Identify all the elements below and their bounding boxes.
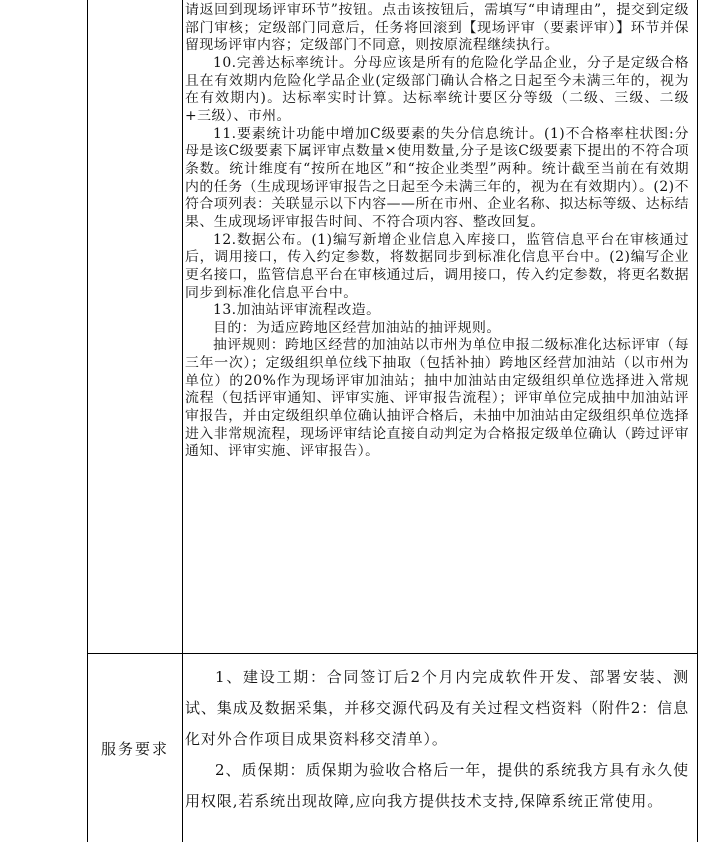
requirements-content-cell bbox=[182, 0, 692, 653]
paragraph-item-11: 11.要素统计功能中增加C级要素的失分信息统计。(1)不合格率柱状图:分母是该C级要素下属评审点数量×使用数量,分子是该C级要素下提出的不符合项条数。统计维度有“按所在地区”和“按企业类型”两种。统计截至当前在有效期内的任务（生成现场评审报告之日起至今未满三年的，视为在有效期内）。(2)不符合项列表：关联显示以下内容——所在市州、企业名称、拟达标等级、达标结果、生成现场评审报告时间、不符合项内容、整改回复。 bbox=[185, 125, 689, 230]
paragraph-item-10: 10.完善达标率统计。分母应该是所有的危险化学品企业，分子是定级合格且在有效期内危险化学品企业(定级部门确认合格之日起至今未满三年的，视为在有效期内)。达标率实时计算。达标率统计要区分等级（二级、三级、二级+三级）、市州。 bbox=[185, 54, 689, 124]
paragraph-item-13: 13.加油站评审流程改造。 bbox=[213, 302, 381, 319]
paragraph-sampling-rules: 抽评规则：跨地区经营的加油站以市州为单位申报二级标准化达标评审（每三年一次）；定级组织单位线下抽取（包括补抽）跨地区经营加油站（以市州为单位）的20%作为现场评审加油站；抽中加油站由定级组织单位选择进入常规流程（包括评审通知、评审实施、评审报告流程）；评审单位完成抽中加油站评审报告，并由定级组织单位确认抽评合格后，未抽中加油站由定级组织单位选择进入非常规流程，现场评审结论直接自动判定为合格报定级单位确认（跨过评审通知、评审实施、评审报告）。 bbox=[185, 337, 689, 460]
paragraph-construction-period: 1、建设工期：合同签订后2个月内完成软件开发、部署安装、测试、集成及数据采集，并移交源代码及有关过程文档资料（附件2：信息化对外合作项目成果资料移交清单）。 bbox=[185, 668, 689, 748]
table-border-right bbox=[697, 0, 698, 842]
paragraph-rollback-continued: 请返回到现场评审环节”按钮。点击该按钮后，需填写“申请理由”，提交到定级部门审核；定级部门同意后，任务将回滚到【现场评审（要素评审）】环节并保留现场评审内容；定级部门不同意，则按原流程继续执行。 bbox=[185, 2, 689, 54]
requirements-table bbox=[87, 0, 698, 842]
service-requirements-label-cell bbox=[88, 654, 182, 842]
service-requirements-label: 服务要求 bbox=[100, 739, 169, 758]
service-requirements-content-cell bbox=[182, 654, 692, 842]
paragraph-purpose: 目的：为适应跨地区经营加油站的抽评规则。 bbox=[213, 319, 501, 336]
paragraph-warranty-period: 2、质保期：质保期为验收合格后一年，提供的系统我方具有永久使用权限,若系统出现故障,应向我方提供技术支持,保障系统正常使用。 bbox=[185, 761, 689, 810]
paragraph-item-12: 12.数据公布。(1)编写新增企业信息入库接口，监管信息平台在审核通过后，调用接口，传入约定参数，将数据同步到标准化信息平台中。(2)编写企业更名接口，监管信息平台在审核通过后，调用接口，传入约定参数，将更名数据同步到标准化信息平台中。 bbox=[185, 231, 689, 301]
